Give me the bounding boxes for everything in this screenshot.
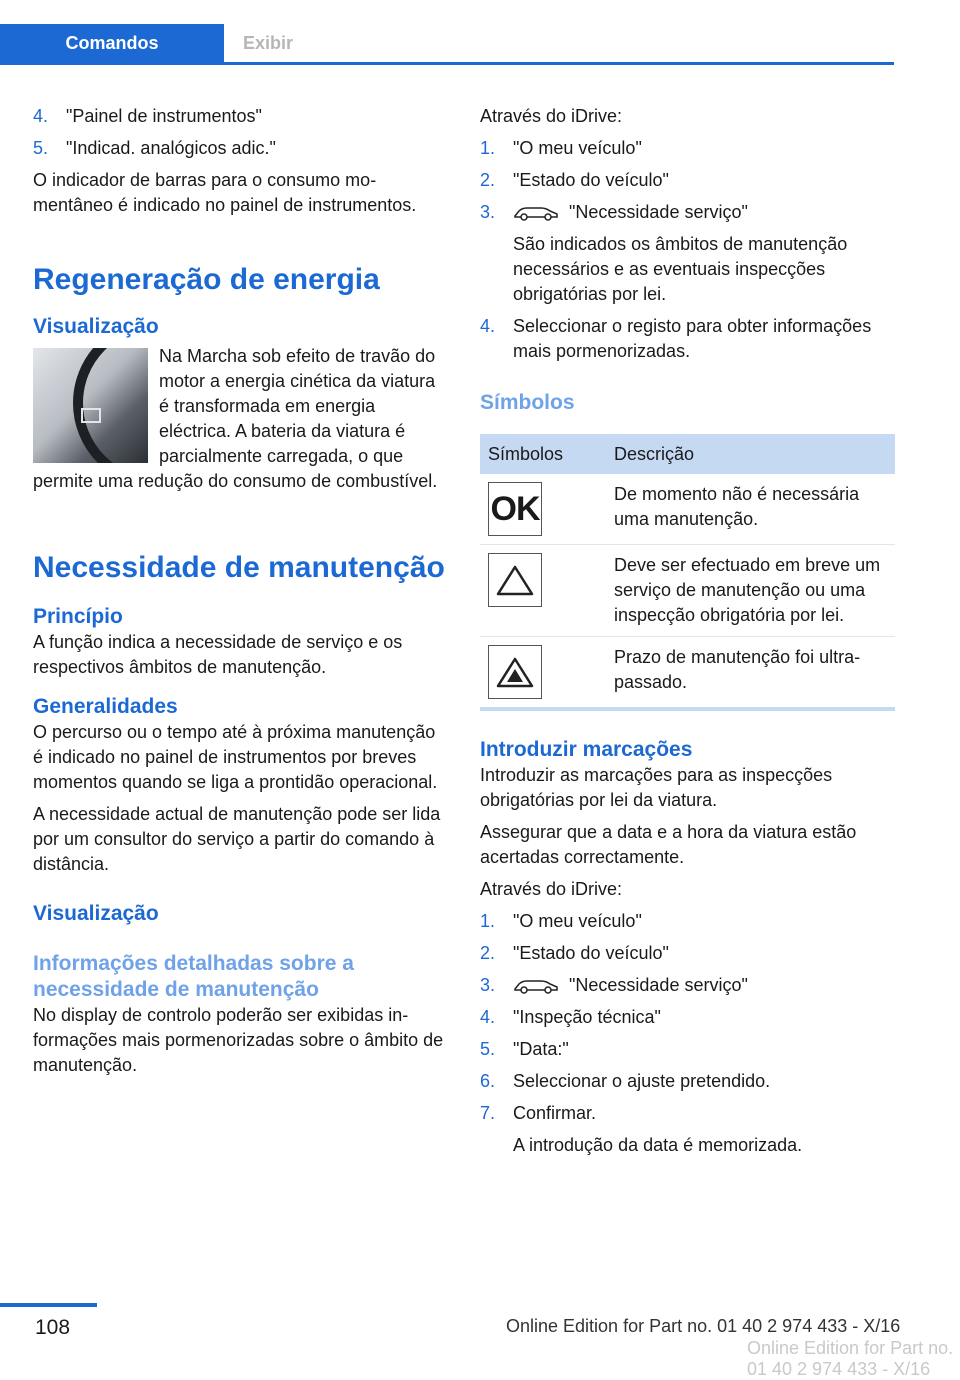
list-item <box>480 136 895 161</box>
footer-rule <box>0 1303 97 1307</box>
top-tab-bar <box>0 24 894 65</box>
list-number: 3. <box>480 202 496 222</box>
list-text: "Painel de instrumentos" <box>66 106 262 126</box>
heading-necessidade: Necessidade de manutenção <box>33 551 445 584</box>
list-text: "Indicad. analógicos adic." <box>66 138 276 158</box>
table-header-row <box>480 434 895 474</box>
table-row <box>480 545 895 637</box>
via-idrive-1: Através do iDrive: <box>480 106 623 126</box>
list-number: 6. <box>480 1071 496 1091</box>
column-header: Descrição <box>606 434 895 474</box>
car-icon <box>513 978 559 994</box>
list-text: Seleccionar o ajuste pretendido. <box>513 1071 771 1091</box>
list-item <box>480 1069 895 1094</box>
list-text: "Estado do veículo" <box>513 943 669 963</box>
heading-informacoes: Informações detalhadas sobre a necessidade de manutenção <box>33 952 354 1001</box>
list-number: 4. <box>33 106 49 126</box>
list-item <box>33 104 448 129</box>
heading-regeneracao: Regeneração de energia <box>33 263 380 296</box>
heading-generalidades: Generalidades <box>33 695 178 718</box>
heading-introduzir-marcacoes: Introduzir marcações <box>480 738 693 761</box>
battery-icon <box>81 408 101 423</box>
table-row <box>480 474 895 545</box>
list-item <box>480 1037 895 1062</box>
table-row <box>480 637 895 710</box>
list-item <box>33 136 448 161</box>
list-number: 2. <box>480 170 496 190</box>
edition-line: Online Edition for Part no. 01 40 2 974 433 - X/16 <box>506 1316 901 1336</box>
list-item <box>480 200 895 307</box>
list-item <box>480 941 895 966</box>
list-item <box>480 1101 895 1158</box>
list-number: 1. <box>480 911 496 931</box>
list-subtext: São indicados os âmbitos de manutenção necessários e as eventuais inspecções obrigatórias por lei. <box>513 234 848 304</box>
tab-comandos[interactable]: Comandos <box>0 24 224 62</box>
paragraph-informacoes: No display de controlo poderão ser exibidas informações mais pormenorizadas sobre o âmbito de manutenção. <box>33 1005 444 1075</box>
instrument-list <box>33 104 448 161</box>
list-number: 5. <box>480 1039 496 1059</box>
list-item <box>480 314 895 364</box>
list-number: 1. <box>480 138 496 158</box>
list-text: "Estado do veículo" <box>513 170 669 190</box>
list-text: "Necessidade serviço" <box>569 975 748 995</box>
tab-exibir[interactable]: Exibir <box>242 33 294 53</box>
ok-icon: OK <box>488 482 542 536</box>
car-icon <box>513 205 559 221</box>
list-text: "O meu veículo" <box>513 138 642 158</box>
list-item <box>480 973 895 998</box>
heading-visualizacao-2: Visualização <box>33 902 159 925</box>
list-number: 4. <box>480 1007 496 1027</box>
heading-visualizacao: Visualização <box>33 315 159 338</box>
list-item <box>480 909 895 934</box>
heading-simbolos: Símbolos <box>480 391 575 414</box>
list-number: 3. <box>480 975 496 995</box>
list-text: Confirmar. <box>513 1103 597 1123</box>
table-cell: Prazo de manutenção foi ultrapassado. <box>606 637 895 710</box>
idrive-steps-2 <box>480 909 895 1158</box>
symbols-table <box>480 434 895 711</box>
list-text: Seleccionar o registo para obter informações mais pormenorizadas. <box>513 316 872 361</box>
table-cell: Deve ser efectuado em breve um serviço de manutenção ou uma inspecção obrigatória por lei. <box>606 545 895 637</box>
paragraph-principio: A função indica a necessidade de serviço e os respectivos âmbitos de manutenção. <box>33 632 403 677</box>
left-column <box>33 104 448 1078</box>
paragraph-marcacoes-1: Introduzir as marcações para as inspecções obrigatórias por lei da viatura. <box>480 765 833 810</box>
list-number: 4. <box>480 316 496 336</box>
list-number: 5. <box>33 138 49 158</box>
watermark: Online Edition for Part no. 01 40 2 974 433 - X/16 <box>747 1338 954 1379</box>
heading-principio: Princípio <box>33 605 123 628</box>
column-header: Símbolos <box>480 434 606 474</box>
warning-triangle-filled-icon <box>488 645 542 699</box>
warning-triangle-icon <box>488 553 542 607</box>
list-text: "O meu veículo" <box>513 911 642 931</box>
list-item <box>480 1005 895 1030</box>
regeneration-display-image <box>33 348 148 463</box>
paragraph-generalidades-1: O percurso ou o tempo até à próxima manutenção é indicado no painel de instrumentos por breves momentos quando se liga a prontidão operacional. <box>33 722 438 792</box>
paragraph-generalidades-2: A necessidade actual de manutenção pode ser lida por um consultor do serviço a partir do comando à distância. <box>33 804 441 874</box>
paragraph-bar-indicator: O indicador de barras para o consumo momentâneo é indicado no painel de instrumentos. <box>33 170 417 215</box>
list-text: "Inspeção técnica" <box>513 1007 661 1027</box>
paragraph-visualizacao: Na Marcha sob efeito de travão do motor a energia cinética da viatura é transformada em energia eléctrica. A bateria da viatura é parcialmente carregada, o que permite uma redução do consumo de combustível. <box>33 346 438 491</box>
page-number: 108 <box>35 1316 71 1339</box>
list-number: 2. <box>480 943 496 963</box>
table-cell: De momento não é necessária uma manutenção. <box>606 474 895 545</box>
idrive-steps-1 <box>480 136 895 364</box>
list-text: "Necessidade serviço" <box>569 202 748 222</box>
right-column <box>480 104 895 1165</box>
list-item <box>480 168 895 193</box>
list-subtext: A introdução da data é memorizada. <box>513 1135 803 1155</box>
paragraph-marcacoes-2: Assegurar que a data e a hora da viatura estão acertadas correctamente. <box>480 822 857 867</box>
list-number: 7. <box>480 1103 496 1123</box>
list-text: "Data:" <box>513 1039 569 1059</box>
via-idrive-2: Através do iDrive: <box>480 879 623 899</box>
